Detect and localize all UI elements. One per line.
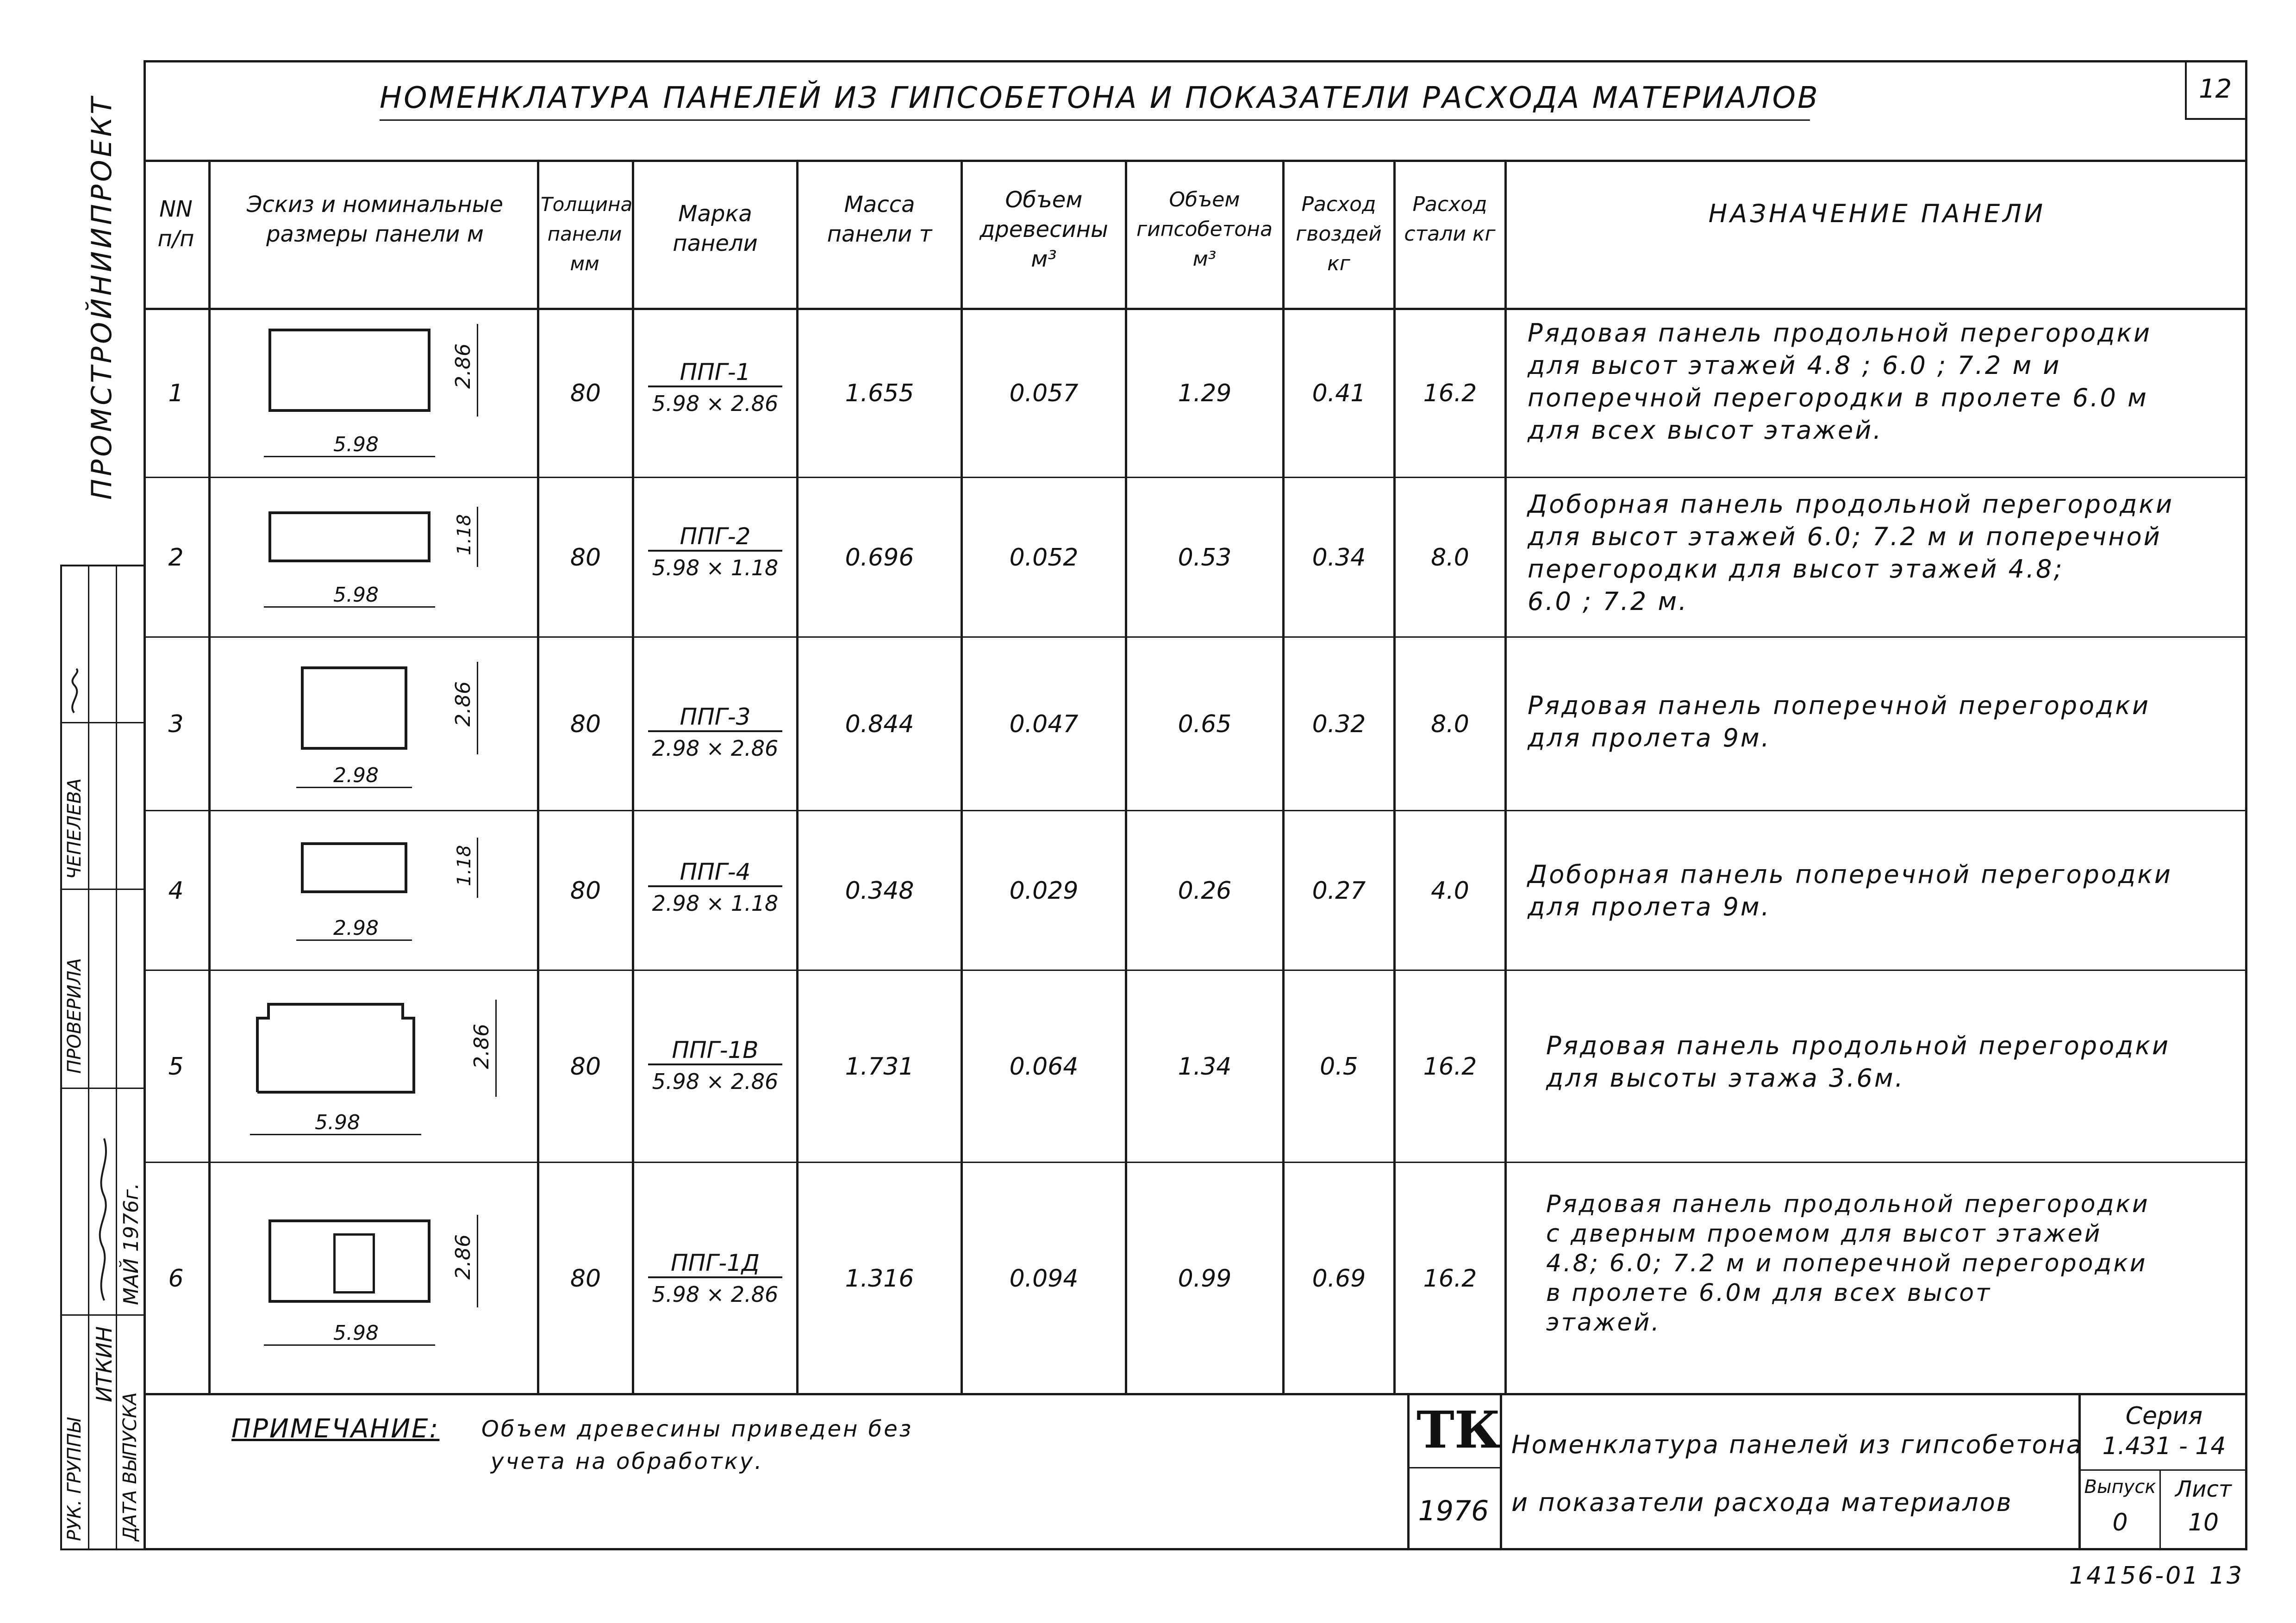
dimension-width: 5.98 [333,1321,379,1345]
header-nails: Расход гвоздей кг [1296,193,1382,275]
signature-col-line [88,565,89,1550]
wood-volume-value: 0.064 [1009,1053,1079,1081]
row-line [144,636,2247,638]
thickness-value: 80 [570,877,601,905]
steel-value: 4.0 [1431,877,1469,905]
panel-mark [648,703,782,761]
signature-row-line [60,722,144,723]
thickness-value: 80 [570,544,601,572]
panel-mark [648,858,782,916]
mass-value: 0.844 [845,710,914,738]
wood-volume-value: 0.094 [1009,1264,1079,1293]
panel-purpose: Рядовая панель продольной перегородки для высот этажей 4.8 ; 6.0 ; 7.2 м и поперечной перегородки в пролете 6.0 м для всех высот этажей. [1528,318,2152,445]
header-steel: Расход стали кг [1404,193,1496,246]
row-number: 3 [168,710,184,738]
col-line [1504,160,1507,1393]
signature-col-line [116,565,117,1550]
steel-value: 8.0 [1431,710,1469,738]
title-underline [380,119,1810,121]
mass-value: 1.316 [845,1264,914,1293]
nails-value: 0.41 [1312,379,1366,407]
panel-purpose: Рядовая панель поперечной перегородки для пролета 9м. [1528,691,2151,752]
steel-value: 16.2 [1423,379,1477,407]
dimension-line [477,838,478,898]
sheet-label: Лист [2175,1476,2232,1502]
panel-sketch [301,842,407,893]
wood-volume-value: 0.047 [1009,710,1079,738]
issue-label: Выпуск [2084,1476,2156,1498]
stamp-title-line-2: и показатели расхода материалов [1511,1488,2013,1517]
thickness-value: 80 [570,1264,601,1293]
panel-mark-name: ППГ-3 [680,703,751,730]
sheet-value: 10 [2188,1509,2219,1536]
thickness-value: 80 [570,1053,601,1081]
issue-value: 0 [2112,1509,2128,1536]
row-number: 2 [168,544,184,572]
panel-mark-size: 5.98 × 2.86 [648,1276,782,1307]
row-line [144,1162,2247,1163]
panel-sketch [301,666,407,750]
date-value: МАЙ 1976г. [119,1182,143,1305]
panel-mark-name: ППГ-4 [680,858,751,885]
panel-mark-name: ППГ-2 [680,523,751,550]
note-line-1: Объем древесины приведен без [481,1416,913,1442]
header-num: NN п/п [157,196,194,252]
row-number: 4 [168,877,184,905]
nails-value: 0.27 [1312,877,1366,905]
note-label: ПРИМЕЧАНИЕ: [231,1414,440,1444]
handwritten-signature [90,1129,116,1305]
panel-mark-size: 2.98 × 2.86 [648,730,782,761]
name-checked: ЧЕПЕЛЕВА [64,778,85,879]
dimension-width: 5.98 [333,583,379,607]
nails-value: 0.34 [1312,544,1366,572]
role-group-head: РУК. ГРУППЫ [64,1418,85,1541]
header-sketch: Эскиз и номинальные размеры панели м [246,192,504,247]
panel-sketch-stepped [250,995,454,1097]
mass-value: 1.655 [845,379,914,407]
stamp-line [2159,1469,2161,1550]
name-group-head: ИТКИН [92,1326,117,1402]
steel-value: 16.2 [1423,1053,1477,1081]
thickness-value: 80 [570,379,601,407]
panel-sketch [268,329,430,412]
row-number: 6 [168,1264,184,1293]
series-value: 1.431 - 14 [2102,1432,2226,1460]
header-mark: Марка панели [673,201,758,256]
panel-mark-name: ППГ-1 [680,359,751,386]
wood-volume-value: 0.052 [1009,544,1079,572]
sheet-title: НОМЕНКЛАТУРА ПАНЕЛЕЙ ИЗ ГИПСОБЕТОНА И ПОКАЗАТЕЛИ РАСХОДА МАТЕРИАЛОВ [380,81,1820,115]
dimension-width: 5.98 [315,1111,360,1134]
header-wood: Объем древесины м³ [980,187,1108,272]
panel-mark-name: ППГ-1Д [671,1250,760,1276]
header-gypsum: Объем гипсобетона м³ [1136,188,1273,271]
dimension-height: 2.86 [470,1024,493,1069]
panel-mark-size: 5.98 × 2.86 [648,1063,782,1094]
col-line [537,160,539,1393]
panel-purpose: Доборная панель продольной перегородки для высот этажей 6.0; 7.2 м и поперечной перегородки для высот этажей 4.8; 6.0 ; 7.2 м. [1528,490,2174,616]
dimension-width: 5.98 [333,433,379,456]
gypsum-volume-value: 1.29 [1178,379,1232,407]
stamp-line [2078,1469,2247,1471]
table-bottom-line [144,1393,2247,1395]
gypsum-volume-value: 0.65 [1178,710,1232,738]
dimension-line [477,662,478,754]
dimension-height: 1.18 [454,845,475,886]
door-opening [333,1233,375,1293]
steel-value: 8.0 [1431,544,1469,572]
dimension-line [477,507,478,567]
signature-row-line [60,1088,144,1089]
dimension-height: 2.86 [451,343,475,389]
handwritten-signature [62,666,88,717]
wood-volume-value: 0.029 [1009,877,1079,905]
document-code: 14156-01 13 [2069,1562,2244,1590]
panel-mark-name: ППГ-1В [672,1037,759,1063]
panel-mark-size: 5.98 × 1.18 [648,550,782,580]
stamp-line [1407,1467,1500,1468]
mass-value: 0.348 [845,877,914,905]
dimension-height: 2.86 [451,1234,475,1280]
page-number: 12 [2199,74,2232,104]
signature-row-line [60,889,144,890]
series-label: Серия [2125,1402,2203,1430]
panel-mark-size: 2.98 × 1.18 [648,885,782,916]
dimension-line [495,1000,497,1097]
dimension-line [477,1215,478,1307]
tk-logo: ТК [1416,1400,1501,1460]
dimension-width: 2.98 [333,916,379,940]
row-number: 5 [168,1053,184,1081]
stamp-title-line-1: Номенклатура панелей из гипсобетона [1511,1430,2083,1459]
nails-value: 0.32 [1312,710,1366,738]
dimension-height: 1.18 [454,514,475,555]
row-number: 1 [168,379,184,407]
signature-row-line [60,1314,144,1316]
wood-volume-value: 0.057 [1009,379,1079,407]
panel-mark [648,359,782,416]
note-line-2: учета на обработку. [491,1449,764,1474]
gypsum-volume-value: 0.26 [1178,877,1232,905]
col-line [632,160,634,1393]
panel-mark [648,1250,782,1307]
panel-purpose: Доборная панель поперечной перегородки для пролета 9м. [1528,860,2172,921]
row-line [144,810,2247,811]
nails-value: 0.5 [1320,1053,1358,1081]
panel-sketch [268,511,430,562]
stamp-border [1407,1393,1410,1550]
thickness-value: 80 [570,710,601,738]
header-top-line [144,160,2247,162]
gypsum-volume-value: 1.34 [1178,1053,1232,1081]
dimension-line [477,324,478,417]
mass-value: 0.696 [845,544,914,572]
panel-mark-size: 5.98 × 2.86 [648,386,782,416]
header-thickness: Толщина панели мм [541,193,633,275]
gypsum-volume-value: 0.99 [1178,1264,1232,1293]
dimension-width: 2.98 [333,764,379,787]
panel-mark [648,523,782,580]
col-line [208,160,211,1393]
mass-value: 1.731 [845,1053,914,1081]
panel-purpose: Рядовая панель продольной перегородки с дверным проемом для высот этажей 4.8; 6.0; 7.2 м и поперечной перегородки в пролете 6.0м для всех высот этажей. [1546,1190,2150,1337]
panel-mark [648,1037,782,1094]
date-label: ДАТА ВЫПУСКА [119,1392,141,1541]
role-checked: ПРОВЕРИЛА [64,958,85,1074]
nails-value: 0.69 [1312,1264,1366,1293]
organization-name: ПРОМСТРОЙНИИПРОЕКТ [86,94,118,500]
row-line [144,970,2247,971]
panel-purpose: Рядовая панель продольной перегородки для высоты этажа 3.6м. [1546,1031,2171,1093]
gypsum-volume-value: 0.53 [1178,544,1232,572]
stamp-year: 1976 [1418,1495,1489,1527]
steel-value: 16.2 [1423,1264,1477,1293]
header-mass: Масса панели т [827,192,932,247]
header-purpose: НАЗНАЧЕНИЕ ПАНЕЛИ [1708,199,2046,228]
dimension-height: 2.86 [451,681,475,727]
row-line [144,477,2247,478]
